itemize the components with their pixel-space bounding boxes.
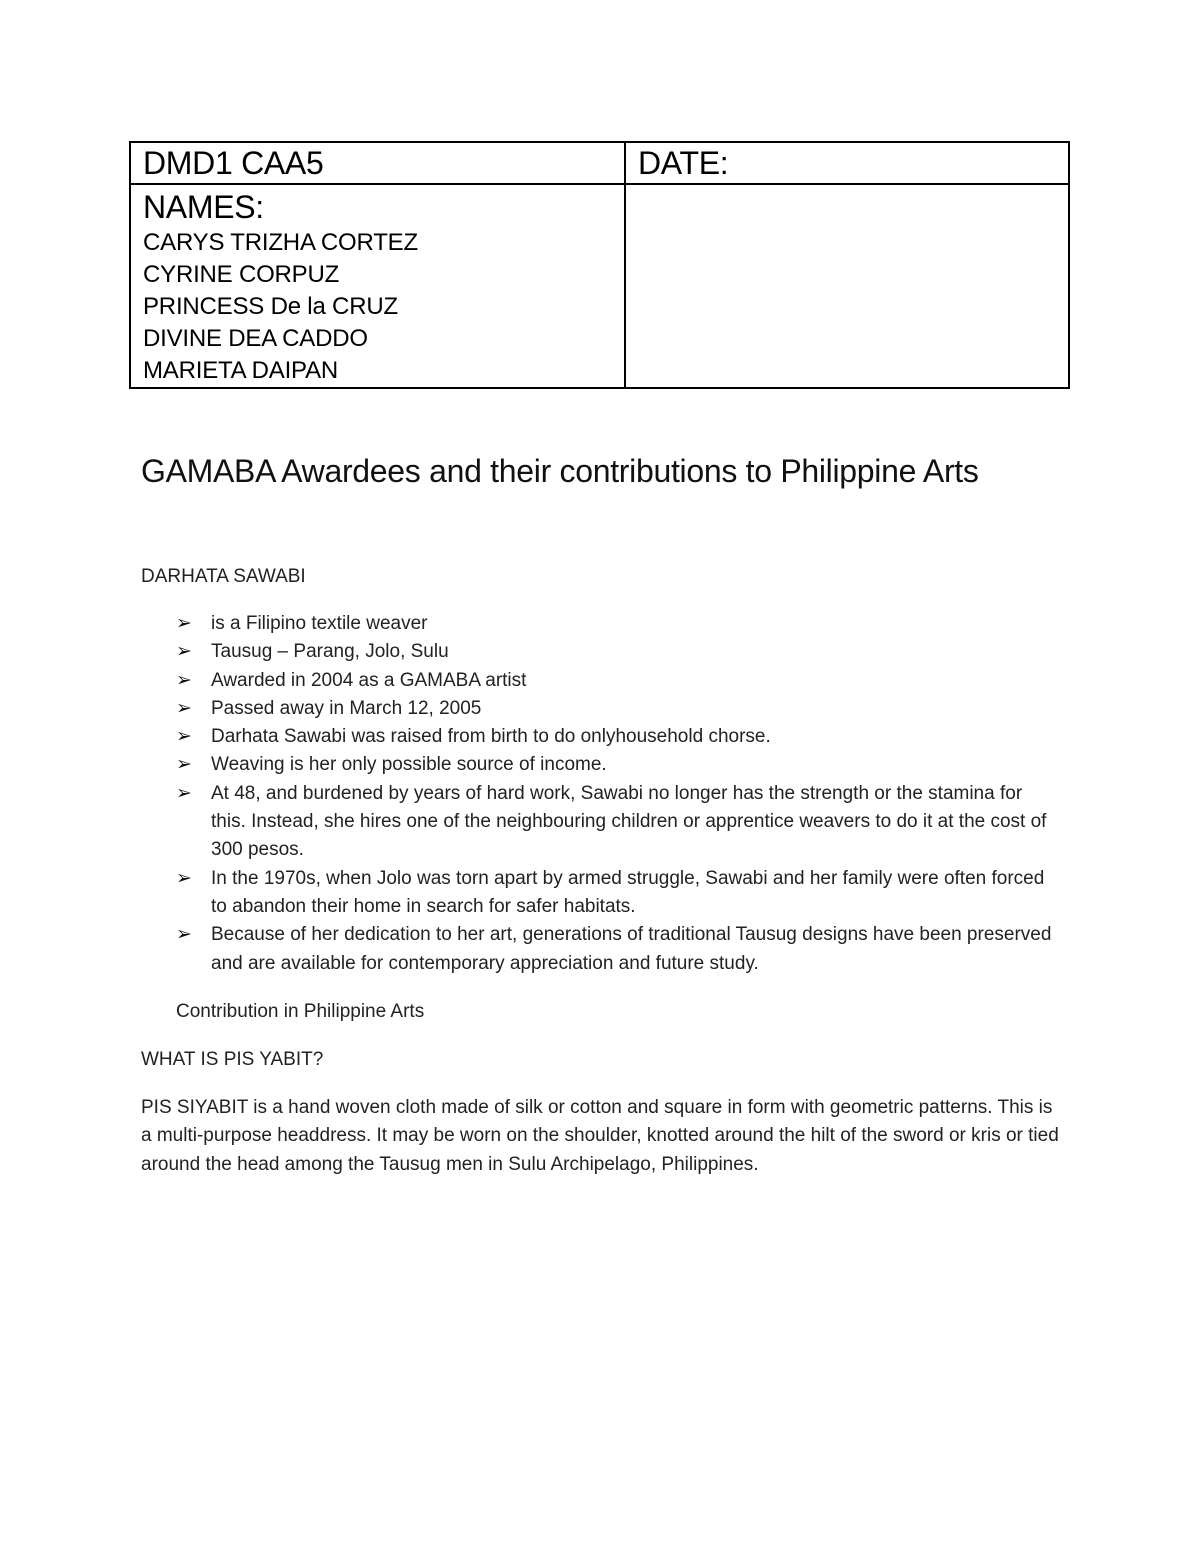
subject-name: DARHATA SAWABI (141, 566, 306, 587)
fact-text: In the 1970s, when Jolo was torn apart by armed struggle, Sawabi and her family were often forced to abandon their home in search for safer habitats. (211, 867, 1045, 917)
list-item (176, 921, 1056, 978)
contribution-heading: Contribution in Philippine Arts (176, 1001, 425, 1022)
names-cell (130, 184, 625, 388)
arrowhead-bullet-icon: ➢ (176, 924, 192, 946)
facts-list (176, 610, 1056, 978)
names-label: NAMES: (143, 189, 264, 225)
fact-text: Weaving is her only possible source of income. (211, 754, 607, 776)
fact-text: Darhata Sawabi was raised from birth to do onlyhousehold chorse. (211, 726, 771, 748)
list-item (176, 780, 1056, 865)
question-heading: WHAT IS PIS YABIT? (141, 1049, 324, 1070)
name-item: DIVINE DEA CADDO (143, 325, 368, 352)
arrowhead-bullet-icon: ➢ (176, 641, 192, 663)
arrowhead-bullet-icon: ➢ (176, 697, 192, 719)
date-value-cell (625, 184, 1069, 388)
list-item (176, 751, 1056, 779)
name-item: CARYS TRIZHA CORTEZ (143, 229, 418, 256)
name-item: MARIETA DAIPAN (143, 357, 339, 384)
date-label: DATE: (638, 145, 729, 181)
document-title: GAMABA Awardees and their contributions to Philippine Arts (141, 453, 979, 489)
name-item: PRINCESS De la CRUZ (143, 293, 398, 320)
names-list (143, 227, 612, 387)
list-item (176, 865, 1056, 922)
header-row-bottom (130, 184, 1069, 388)
fact-text: Because of her dedication to her art, generations of traditional Tausug designs have been preserved and are available for contemporary appreciation and future study. (211, 924, 1052, 974)
arrowhead-bullet-icon: ➢ (176, 754, 192, 776)
fact-text: Awarded in 2004 as a GAMABA artist (211, 669, 527, 691)
arrowhead-bullet-icon: ➢ (176, 782, 192, 804)
list-item (176, 610, 1056, 638)
answer-paragraph: PIS SIYABIT is a hand woven cloth made of silk or cotton and square in form with geometric patterns. This is a multi-purpose headdress. It may be worn on the shoulder, knotted around the hilt of the sword or kris or tied around the head among the Tausug men in Sulu Archipelago, Philippines. (141, 1097, 1059, 1175)
arrowhead-bullet-icon: ➢ (176, 867, 192, 889)
fact-text: Tausug – Parang, Jolo, Sulu (211, 641, 449, 663)
list-item (176, 667, 1056, 695)
arrowhead-bullet-icon: ➢ (176, 726, 192, 748)
header-table (129, 141, 1070, 389)
arrowhead-bullet-icon: ➢ (176, 669, 192, 691)
fact-text: At 48, and burdened by years of hard work, Sawabi no longer has the strength or the stamina for this. Instead, she hires one of the neighbouring children or apprentice weavers to do it at the cost of 300 pesos. (211, 782, 1047, 861)
list-item (176, 695, 1056, 723)
list-item (176, 723, 1056, 751)
arrowhead-bullet-icon: ➢ (176, 613, 192, 634)
course-code: DMD1 CAA5 (143, 145, 324, 181)
fact-text: Passed away in March 12, 2005 (211, 697, 482, 719)
course-cell (130, 142, 625, 184)
date-cell (625, 142, 1069, 184)
fact-text: is a Filipino textile weaver (211, 613, 428, 634)
name-item: CYRINE CORPUZ (143, 261, 340, 288)
list-item (176, 638, 1056, 666)
header-row-top (130, 142, 1069, 184)
